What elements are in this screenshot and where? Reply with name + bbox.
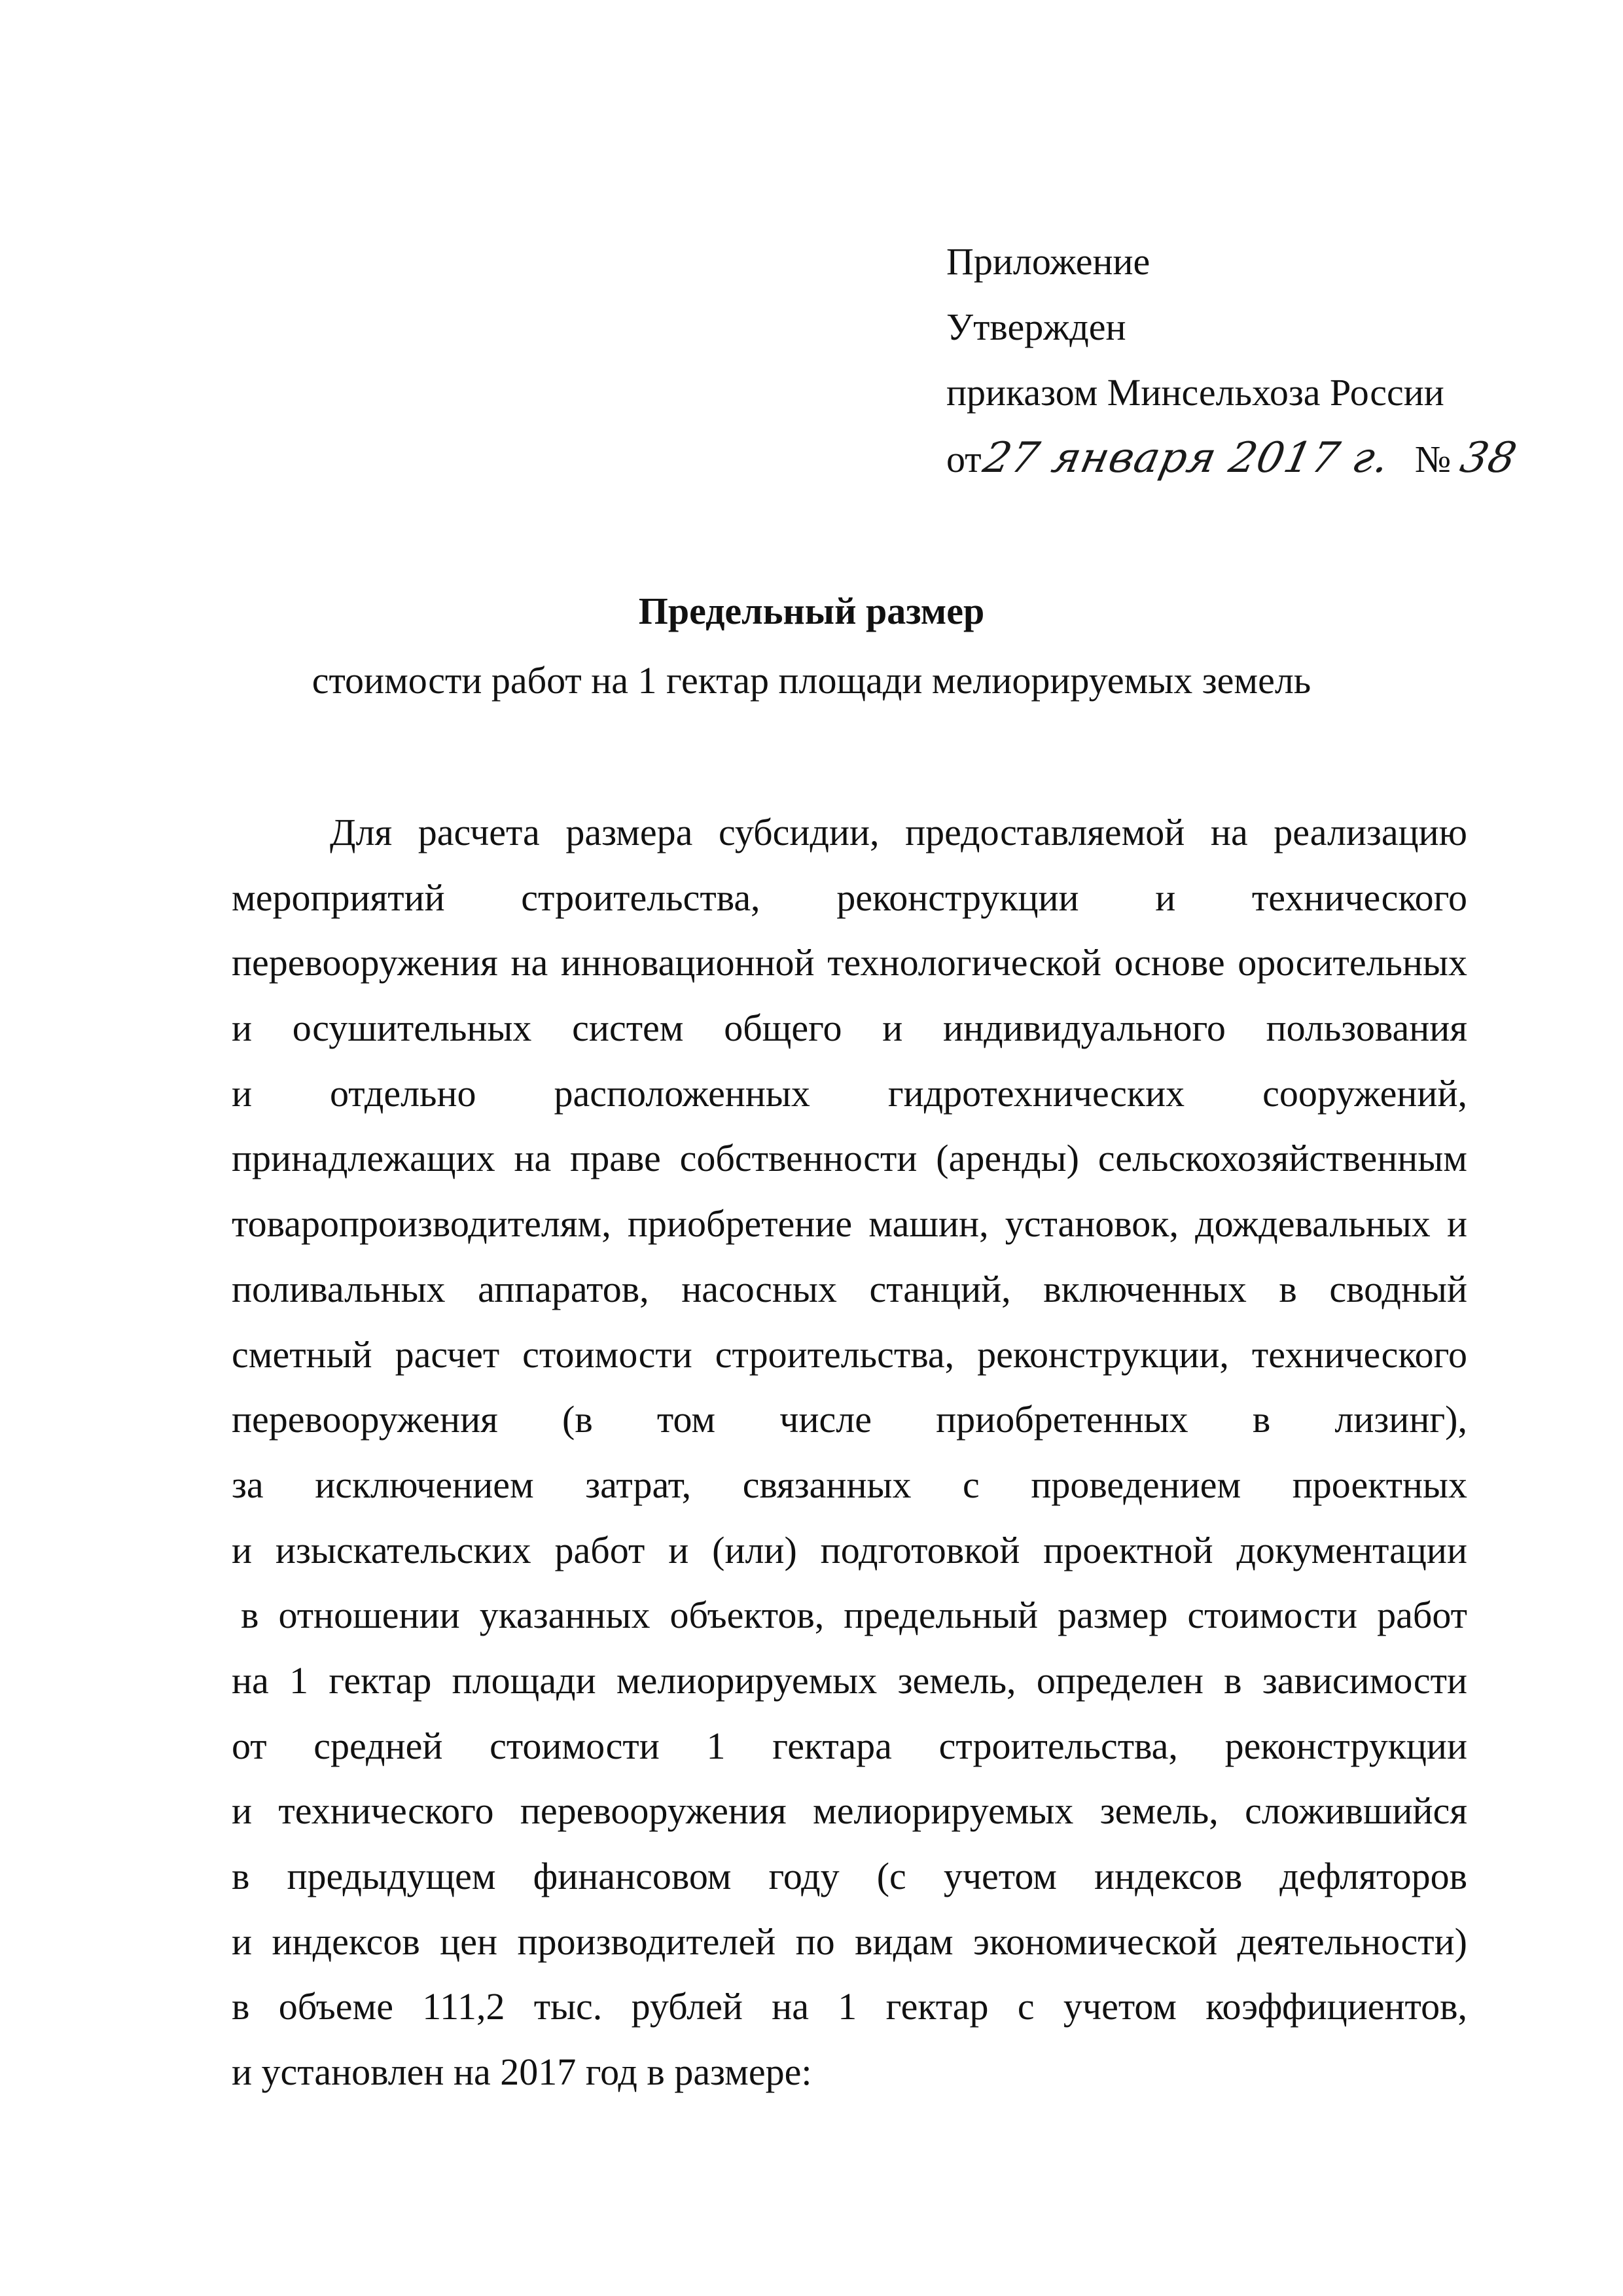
body-line: в отношении указанных объектов, предельный размер стоимости работ bbox=[241, 1594, 1467, 1637]
body-line: в объеме 111,2 тыс. рублей на 1 гектар с учетом коэффициентов, bbox=[232, 1985, 1467, 2028]
order-date-number-line bbox=[946, 425, 1535, 491]
body-line: поливальных аппаратов, насосных станций, включенных в сводный bbox=[232, 1267, 1467, 1310]
approved-label: Утвержден bbox=[946, 306, 1126, 348]
handwritten-order-number: 38 bbox=[1456, 434, 1522, 482]
approval-block bbox=[946, 229, 1535, 491]
body-line: и отдельно расположенных гидротехнических сооружений, bbox=[232, 1071, 1467, 1115]
handwritten-date: 27 января 2017 г. bbox=[978, 434, 1394, 482]
body-line: и индексов цен производителей по видам экономической деятельности) bbox=[232, 1920, 1467, 1963]
body-line: и изыскательских работ и (или) подготовкой проектной документации bbox=[232, 1528, 1467, 1571]
appendix-label: Приложение bbox=[946, 240, 1150, 283]
body-line: мероприятий строительства, реконструкции и технического bbox=[232, 876, 1467, 919]
body-line: сметный расчет стоимости строительства, реконструкции, технического bbox=[232, 1333, 1467, 1376]
body-line: перевооружения (в том числе приобретенных в лизинг), bbox=[232, 1398, 1467, 1441]
body-line: от средней стоимости 1 гектара строительства, реконструкции bbox=[232, 1724, 1467, 1767]
order-label: приказом Минсельхоза России bbox=[946, 371, 1444, 414]
body-line: принадлежащих на праве собственности (аренды) сельскохозяйственным bbox=[232, 1137, 1467, 1180]
body-line: и технического перевооружения мелиорируемых земель, сложившийся bbox=[232, 1789, 1467, 1833]
document-subtitle: стоимости работ на 1 гектар площади мелиорируемых земель bbox=[312, 659, 1311, 702]
body-line: и осушительных систем общего и индивидуального пользования bbox=[232, 1007, 1467, 1050]
body-line: в предыдущем финансовом году (с учетом индексов дефляторов bbox=[232, 1855, 1467, 1897]
body-paragraph bbox=[232, 800, 1467, 2105]
body-line: перевооружения на инновационной технологической основе оросительных bbox=[232, 941, 1467, 984]
body-line: Для расчета размера субсидии, предоставляемой на реализацию bbox=[330, 811, 1467, 853]
body-line-last: и установлен на 2017 год в размере: bbox=[232, 2051, 812, 2094]
body-line: на 1 гектар площади мелиорируемых земель, определен в зависимости bbox=[232, 1659, 1467, 1702]
date-prefix: от bbox=[946, 438, 982, 480]
body-line: за исключением затрат, связанных с проведением проектных bbox=[232, 1463, 1467, 1506]
body-line: товаропроизводителям, приобретение машин, установок, дождевальных и bbox=[232, 1202, 1467, 1246]
document-title: Предельный размер bbox=[638, 590, 985, 632]
number-sign: № bbox=[1414, 438, 1452, 480]
